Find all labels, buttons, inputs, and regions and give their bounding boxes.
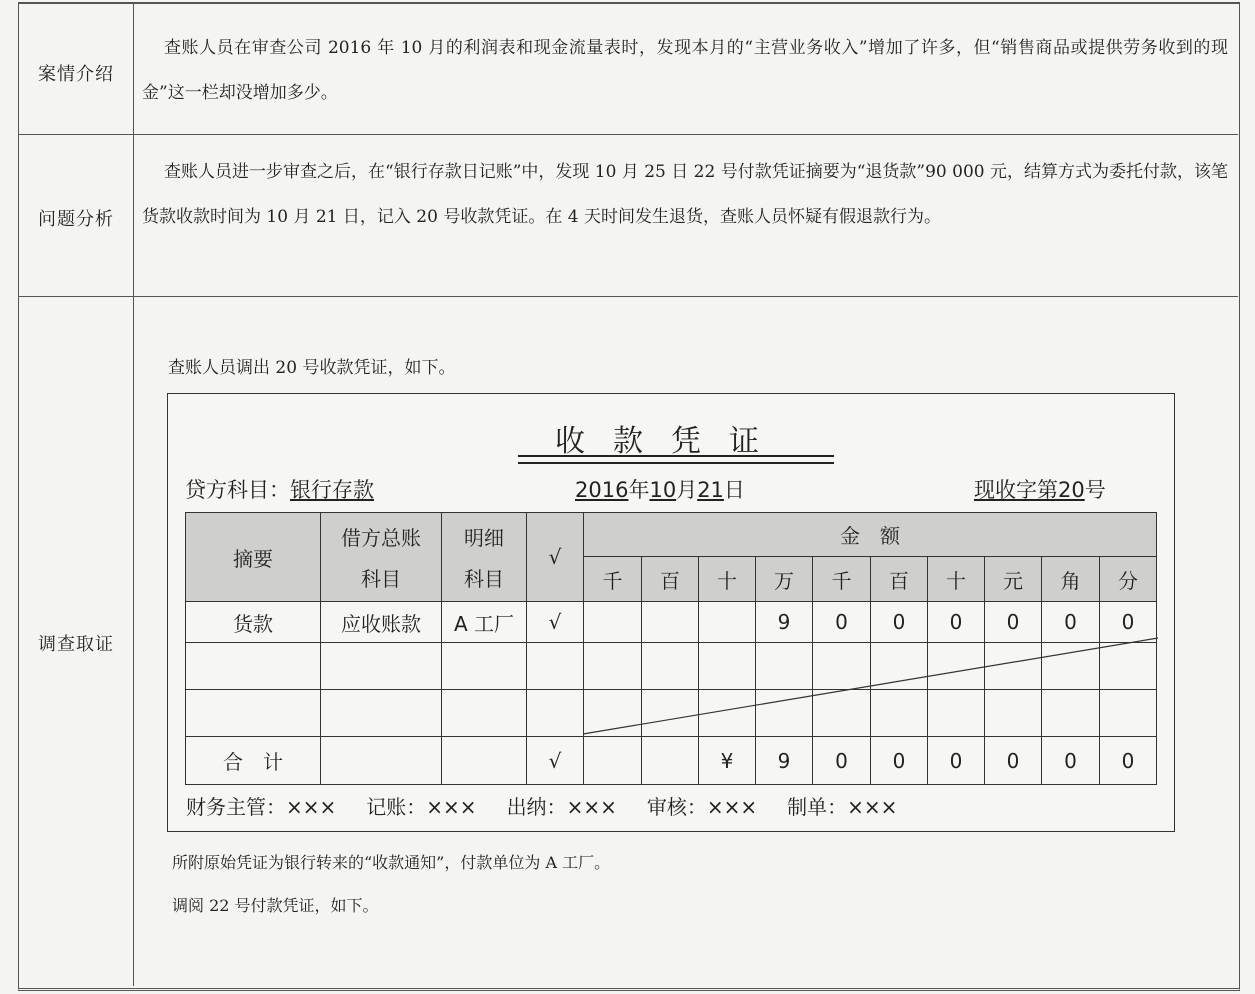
digit-header: 十 (928, 557, 985, 602)
header-debit-account-line1: 借方总账 (341, 526, 421, 550)
digit-header: 元 (985, 557, 1042, 602)
number-suffix: 号 (1084, 478, 1106, 502)
total-digit: 0 (928, 737, 985, 785)
header-summary: 摘要 (186, 513, 321, 602)
header-amount: 金 额 (584, 513, 1157, 557)
total-digit: 0 (871, 737, 928, 785)
receipt-voucher (167, 393, 1175, 832)
digit-header: 分 (1100, 557, 1157, 602)
entry-digit (699, 602, 756, 643)
signature-label: 出纳： (506, 795, 567, 819)
evidence-label: 调查取证 (38, 634, 114, 655)
header-debit-account-line2: 科目 (361, 567, 401, 591)
date-day-unit: 日 (723, 478, 745, 502)
entry-check: √ (527, 602, 584, 643)
entry-digit: 0 (1042, 602, 1100, 643)
date-month: 10 (649, 478, 677, 502)
row-divider (19, 134, 1238, 135)
signature-value: ××× (566, 795, 617, 819)
entry-digit: 0 (1100, 602, 1157, 643)
total-check: √ (527, 737, 584, 785)
total-digit: 0 (1100, 737, 1157, 785)
note-payment-voucher: 调阅 22 号付款凭证，如下。 (172, 896, 379, 915)
voucher-date (575, 474, 745, 504)
signature-label: 记账： (366, 795, 427, 819)
total-label: 合 计 (186, 737, 321, 785)
analysis-label: 问题分析 (38, 209, 114, 230)
entry-detail: A 工厂 (442, 602, 527, 643)
date-year-unit: 年 (628, 478, 650, 502)
total-digit (642, 737, 699, 785)
digit-header: 万 (756, 557, 813, 602)
signature-value: ××× (286, 795, 337, 819)
digit-header: 百 (871, 557, 928, 602)
digit-header: 百 (642, 557, 699, 602)
date-month-unit: 月 (676, 478, 698, 502)
entry-digit (642, 602, 699, 643)
digit-header: 角 (1042, 557, 1100, 602)
entry-account: 应收账款 (321, 602, 442, 643)
voucher-number (974, 474, 1106, 504)
total-digit: 9 (756, 737, 813, 785)
digit-header: 十 (699, 557, 756, 602)
entry-digit (584, 602, 642, 643)
entry-summary: 货款 (186, 602, 321, 643)
signature-value: ××× (426, 795, 477, 819)
date-year: 2016 (575, 478, 629, 502)
row-divider (19, 296, 1238, 297)
title-double-underline (518, 455, 834, 464)
entry-digit: 9 (756, 602, 813, 643)
entry-digit: 0 (928, 602, 985, 643)
total-digit: 0 (985, 737, 1042, 785)
number-prefix: 现收字第 (974, 478, 1058, 502)
header-detail (442, 513, 527, 602)
signature-line (186, 791, 897, 820)
evidence-intro: 查账人员调出 20 号收款凭证，如下。 (168, 358, 456, 378)
voucher-table (185, 512, 1157, 785)
digit-header: 千 (813, 557, 871, 602)
credit-account (185, 474, 374, 504)
header-debit-account (321, 513, 442, 602)
total-digit (584, 737, 642, 785)
total-digit: 0 (1042, 737, 1100, 785)
header-detail-line1: 明细 (464, 526, 504, 550)
signature-value: ××× (706, 795, 758, 819)
analysis-text: 查账人员进一步审查之后，在“银行存款日记账”中，发现 10 月 25 日 22 号付款凭证摘要为“退货款”90 000 元，结算方式为委托付款，该笔货款收款时间为 10 月 21 日，记入 20 号收款凭证。在 4 天时间发生退货，查账人员怀疑有假退款行为。 (142, 162, 1228, 227)
credit-account-label: 贷方科目： (185, 478, 290, 502)
header-detail-line2: 科目 (464, 567, 504, 591)
entry-digit: 0 (813, 602, 871, 643)
credit-account-value: 银行存款 (290, 478, 374, 502)
header-check: √ (527, 513, 584, 602)
total-digit: 0 (813, 737, 871, 785)
digit-header: 千 (584, 557, 642, 602)
case-intro-text: 查账人员在审查公司 2016 年 10 月的利润表和现金流量表时，发现本月的“主营业务收入”增加了许多，但“销售商品或提供劳务收到的现金”这一栏却没增加多少。 (142, 38, 1228, 103)
date-day: 21 (697, 478, 724, 502)
entry-digit: 0 (985, 602, 1042, 643)
signature-label: 财务主管： (186, 795, 286, 819)
column-divider (133, 2, 134, 986)
entry-digit: 0 (871, 602, 928, 643)
note-attachment: 所附原始凭证为银行转来的“收款通知”，付款单位为 A 工厂。 (172, 853, 611, 872)
signature-value: ××× (847, 795, 898, 819)
total-digit: ¥ (699, 737, 756, 785)
number-value: 20 (1058, 478, 1085, 502)
case-intro-label: 案情介绍 (38, 64, 114, 85)
signature-label: 审核： (646, 795, 707, 819)
signature-label: 制单： (787, 795, 848, 819)
voucher-title: 收款凭证 (555, 424, 787, 459)
